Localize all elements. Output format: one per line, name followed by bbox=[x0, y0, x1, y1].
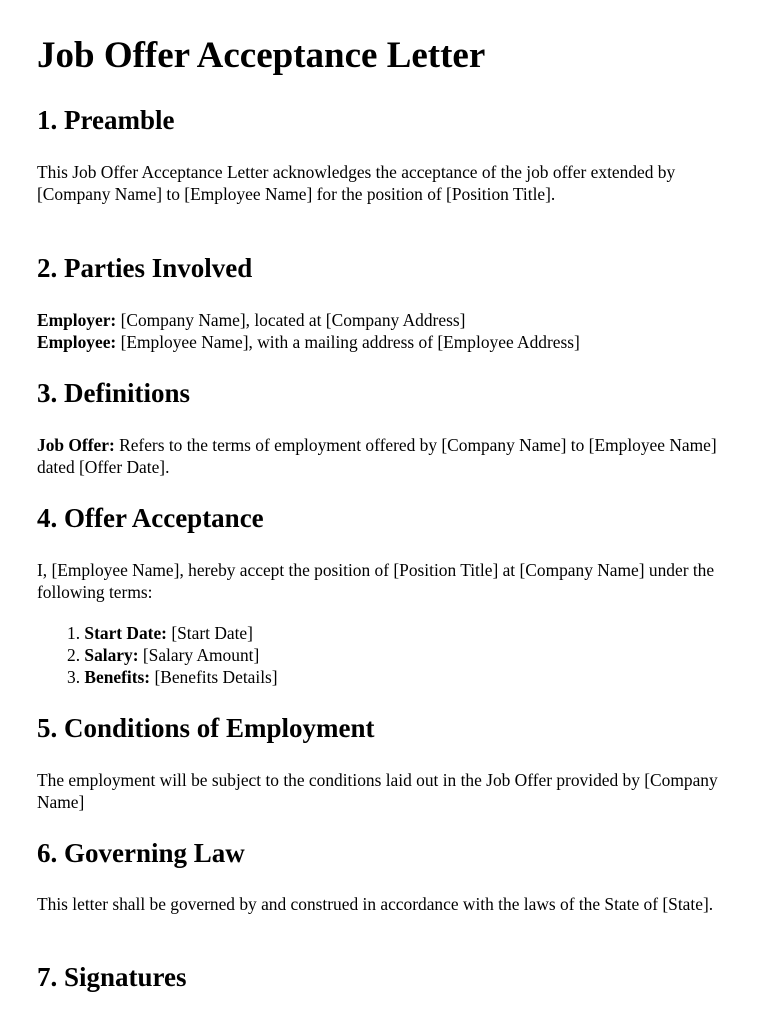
term-item bbox=[67, 666, 278, 688]
preamble-text: This Job Offer Acceptance Letter acknowledges the acceptance of the job offer extended by [Company Name] to [Employee Name] for the position of [Position Title]. bbox=[37, 162, 676, 204]
acceptance-heading: 4. Offer Acceptance bbox=[37, 503, 264, 533]
employer-line bbox=[37, 309, 465, 331]
term-item bbox=[67, 644, 259, 666]
term-number: 1. bbox=[67, 623, 81, 643]
term-number: 2. bbox=[67, 645, 81, 665]
employee-value: [Employee Name], with a mailing address of [Employee Address] bbox=[116, 332, 580, 352]
job-offer-label: Job Offer: bbox=[37, 435, 115, 455]
employee-line bbox=[37, 331, 580, 353]
conditions-text: The employment will be subject to the conditions laid out in the Job Offer provided by [Company Name] bbox=[37, 770, 718, 812]
employer-value: [Company Name], located at [Company Address] bbox=[116, 310, 466, 330]
employer-label: Employer: bbox=[37, 310, 117, 330]
document-title: Job Offer Acceptance Letter bbox=[37, 35, 486, 76]
term-value: [Start Date] bbox=[166, 623, 253, 643]
acceptance-text: I, [Employee Name], hereby accept the position of [Position Title] at [Company Name] under the following terms: bbox=[37, 560, 715, 602]
job-offer-definition bbox=[37, 434, 737, 478]
conditions-heading: 5. Conditions of Employment bbox=[37, 713, 375, 743]
parties-heading: 2. Parties Involved bbox=[37, 253, 253, 283]
term-label: Benefits: bbox=[84, 667, 151, 687]
definitions-heading: 3. Definitions bbox=[37, 378, 191, 408]
job-offer-text: Refers to the terms of employment offered by [Company Name] to [Employee Name] dated [Offer Date]. bbox=[37, 435, 717, 477]
term-value: [Benefits Details] bbox=[150, 667, 278, 687]
term-label: Start Date: bbox=[84, 623, 167, 643]
term-value: [Salary Amount] bbox=[138, 645, 260, 665]
term-item bbox=[67, 622, 253, 644]
term-label: Salary: bbox=[84, 645, 139, 665]
term-number: 3. bbox=[67, 667, 81, 687]
employee-label: Employee: bbox=[37, 332, 117, 352]
governing-law-text: This letter shall be governed by and construed in accordance with the laws of the State of [State]. bbox=[37, 894, 714, 914]
governing-law-heading: 6. Governing Law bbox=[37, 838, 245, 868]
preamble-heading: 1. Preamble bbox=[37, 105, 175, 135]
signatures-heading: 7. Signatures bbox=[37, 962, 187, 992]
